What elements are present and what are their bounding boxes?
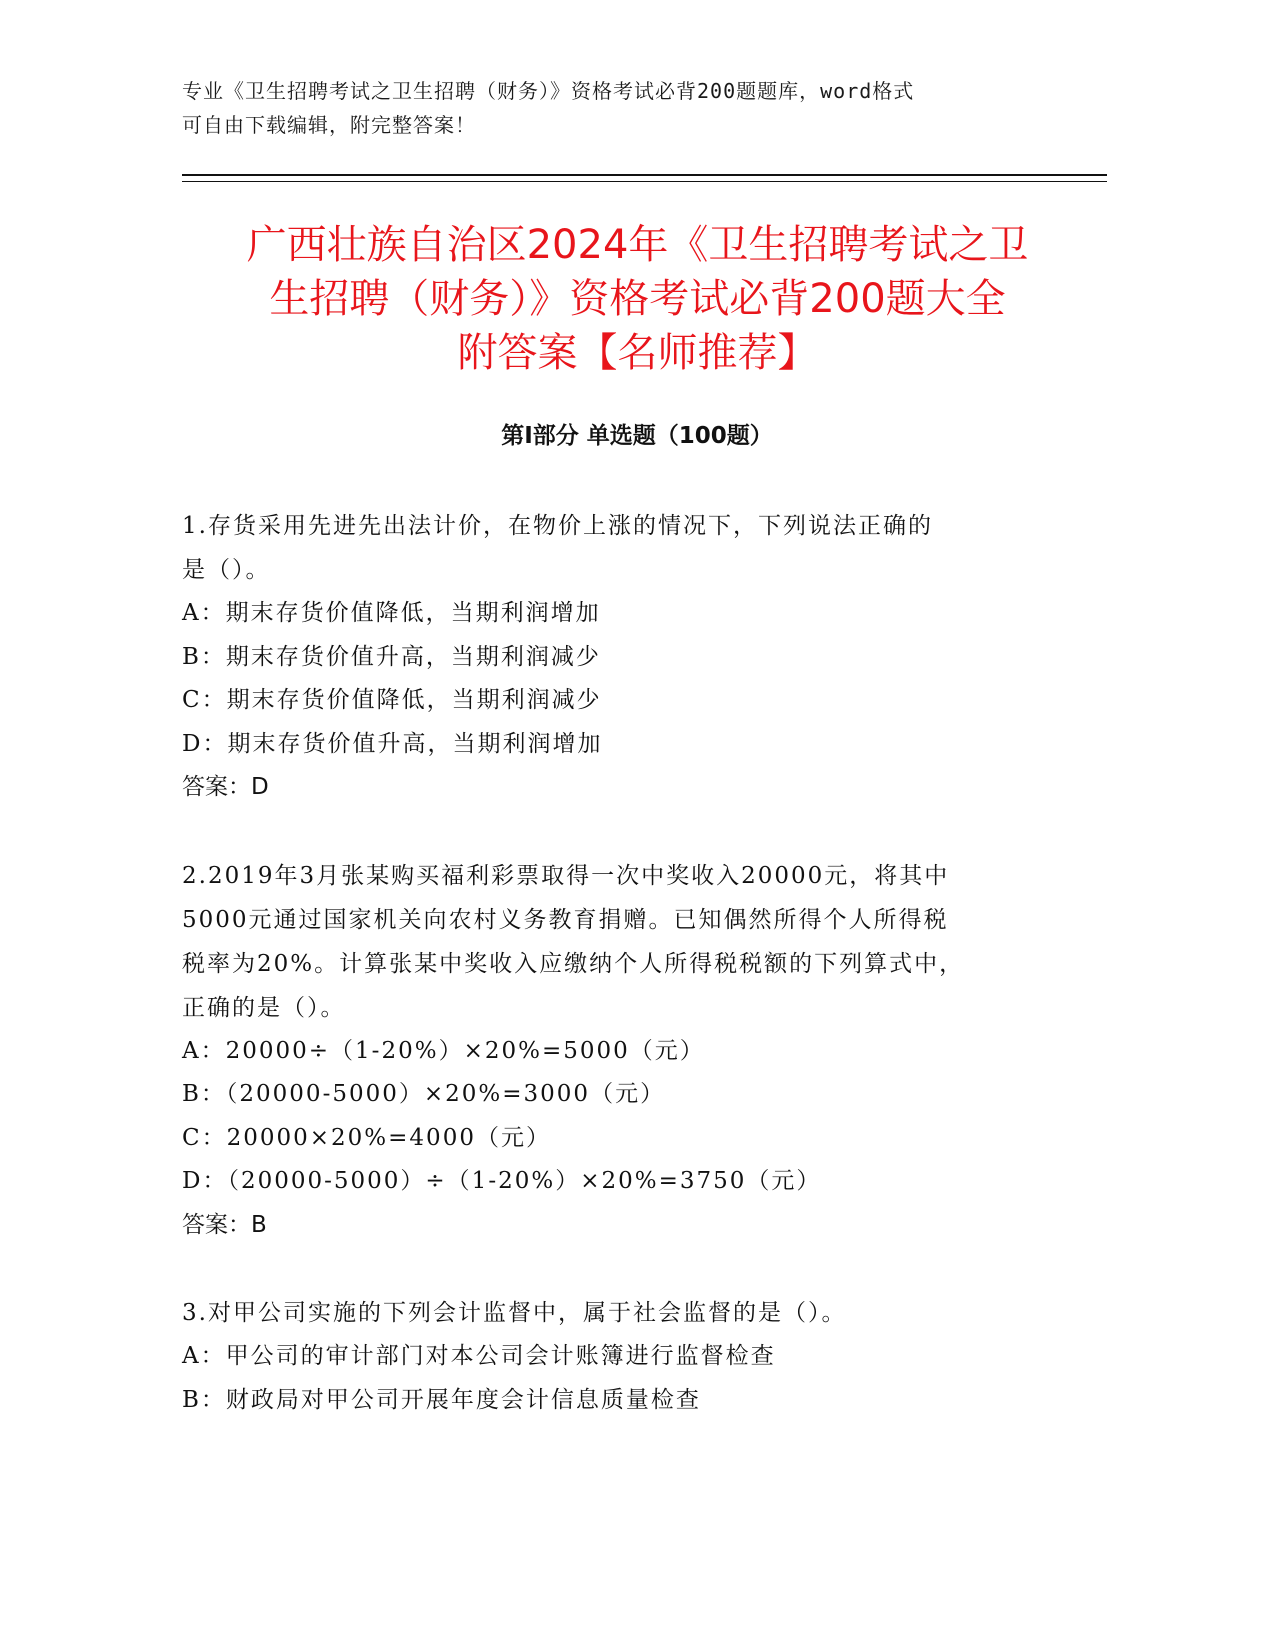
question-stem-line: 税率为20%。计算张某中奖收入应缴纳个人所得税税额的下列算式中， xyxy=(182,950,965,977)
option-b: B：财政局对甲公司开展年度会计信息质量检查 xyxy=(182,1386,701,1413)
document-title-line-3: 附答案【名师推荐】 xyxy=(457,330,818,376)
answer: 答案：D xyxy=(182,774,269,800)
option-a: A：甲公司的审计部门对本公司会计账簿进行监督检查 xyxy=(182,1343,776,1369)
question-1 xyxy=(182,504,1042,810)
option-c: C：20000×20%=4000（元） xyxy=(182,1124,551,1151)
question-stem-line: 1.存货采用先进先出法计价，在物价上涨的情况下，下列说法正确的 xyxy=(182,513,933,539)
question-stem-line: 2.2019年3月张某购买福利彩票取得一次中奖收入20000元，将其中 xyxy=(182,862,950,889)
option-a: A：20000÷（1-20%）×20%=5000（元） xyxy=(182,1037,705,1064)
question-stem-line: 5000元通过国家机关向农村义务教育捐赠。已知偶然所得个人所得税 xyxy=(182,906,949,933)
question-stem-line: 是（）。 xyxy=(182,557,271,583)
header-note xyxy=(182,74,1042,142)
question-3 xyxy=(182,1291,1042,1422)
option-a: A：期末存货价值降低，当期利润增加 xyxy=(182,600,601,626)
header-note-line-2: 可自由下载编辑，附完整答案！ xyxy=(182,113,476,137)
header-divider-thick xyxy=(182,174,1107,176)
section-title: 第Ⅰ部分 单选题（100题） xyxy=(501,423,773,449)
answer: 答案：B xyxy=(182,1211,267,1238)
option-d: D：（20000-5000）÷（1-20%）×20%=3750（元） xyxy=(182,1168,822,1194)
option-c: C：期末存货价值降低，当期利润减少 xyxy=(182,687,602,713)
header-note-line-1: 专业《卫生招聘考试之卫生招聘（财务）》资格考试必背200题题库，word格式 xyxy=(182,79,915,103)
document-title-line-1: 广西壮族自治区2024年《卫生招聘考试之卫 xyxy=(246,222,1029,268)
question-stem-line: 3.对甲公司实施的下列会计监督中，属于社会监督的是（）。 xyxy=(182,1300,847,1326)
document-title xyxy=(160,218,1115,380)
document-title-line-2: 生招聘（财务）》资格考试必背200题大全 xyxy=(269,276,1006,322)
option-b: B：（20000-5000）×20%=3000（元） xyxy=(182,1081,666,1107)
option-b: B：期末存货价值升高，当期利润减少 xyxy=(182,643,601,670)
question-stem-line: 正确的是（）。 xyxy=(182,994,346,1021)
header-divider-thin xyxy=(182,181,1107,182)
question-list xyxy=(182,504,1042,1466)
question-2 xyxy=(182,854,1042,1248)
option-d: D：期末存货价值升高，当期利润增加 xyxy=(182,730,603,757)
